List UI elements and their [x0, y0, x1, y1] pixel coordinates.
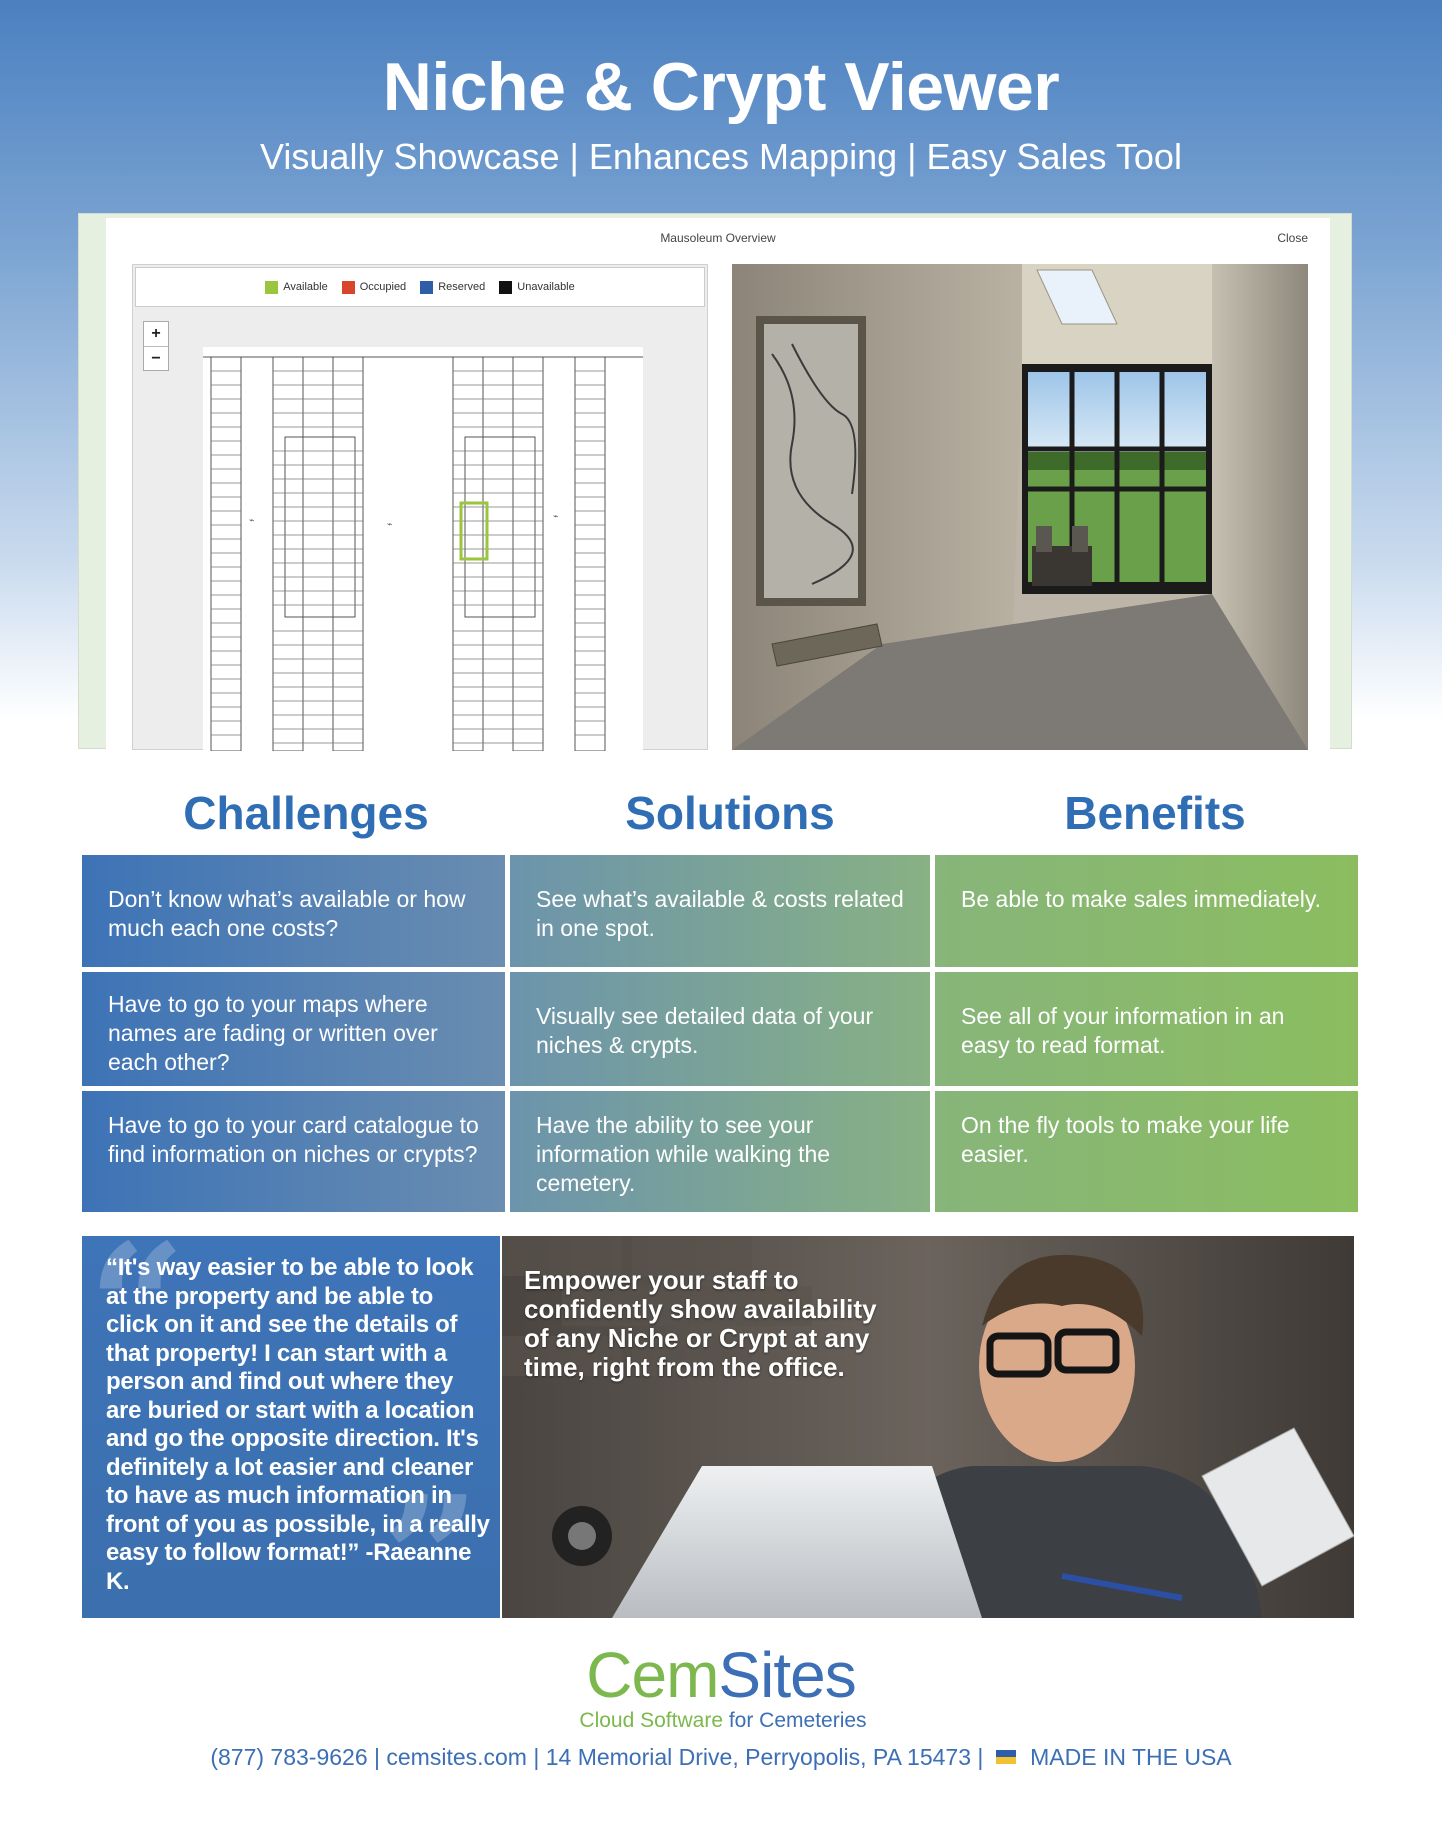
legend-item-unavailable: [499, 281, 574, 294]
door-marker-icon: ⌁: [387, 519, 393, 529]
legend-item-reserved: [420, 281, 485, 294]
mausoleum-interior-image: [732, 264, 1308, 750]
page-subtitle: Visually Showcase | Enhances Mapping | Easy Sales Tool: [260, 136, 1182, 177]
legend-label: Unavailable: [517, 281, 575, 293]
legend-item-available: [265, 281, 327, 294]
unavailable-swatch: [499, 281, 512, 294]
challenges-heading: Challenges: [183, 787, 429, 839]
legend-item-occupied: [342, 281, 406, 294]
zoom-out-button[interactable]: −: [144, 346, 168, 370]
solutions-heading: Solutions: [625, 787, 835, 839]
door-marker-icon: ⌁: [553, 511, 559, 521]
made-in-usa: MADE IN THE USA: [1030, 1744, 1232, 1770]
challenge-cell: Don’t know what’s available or how much each one costs?: [82, 855, 505, 967]
open-quote-icon: “: [88, 1236, 186, 1407]
solution-cell: See what’s available & costs related in one spot.: [510, 855, 930, 967]
tagline-green: Cloud Software: [579, 1709, 723, 1732]
promo-image: [502, 1236, 1354, 1618]
challenge-cell: Have to go to your card catalogue to find information on niches or crypts?: [82, 1091, 505, 1212]
benefits-heading: Benefits: [1064, 787, 1246, 839]
viewer-close-button[interactable]: Close: [1277, 231, 1308, 245]
logo-cem: Cem: [586, 1639, 719, 1711]
page-title: Niche & Crypt Viewer: [382, 49, 1060, 125]
viewer-title: Mausoleum Overview: [660, 231, 776, 245]
benefit-cell: See all of your information in an easy to read format.: [935, 972, 1358, 1086]
promo-text: Empower your staff to confidently show availability of any Niche or Crypt at any time, right from the office.: [524, 1265, 877, 1382]
legend-label: Reserved: [438, 281, 486, 293]
solution-cell: Have the ability to see your information while walking the cemetery.: [510, 1091, 930, 1212]
available-swatch: [265, 281, 278, 294]
map-legend: [135, 267, 705, 307]
mausoleum-floorplan[interactable]: [203, 347, 643, 751]
benefit-cell: On the fly tools to make your life easier.: [935, 1091, 1358, 1212]
logo-tagline: [4, 1710, 1442, 1732]
legend-label: Available: [283, 281, 328, 293]
floorplan-background: [203, 347, 643, 751]
zoom-in-button[interactable]: +: [151, 325, 161, 342]
testimonial-text: “It's way easier to be able to look at the property and be able to click on it and see the details of that property! I can start with a person and find out where they are buried or start with a location and go the opposite direction. It's definitely a lot easier and cleaner to have as much information in front of you as possible, in a really easy to follow format!” -Raeanne K.: [106, 1254, 490, 1595]
logo-wordmark: [0, 1640, 1442, 1710]
mausoleum-photo: [732, 264, 1308, 750]
zoom-control: [143, 321, 169, 371]
benefit-cell: Be able to make sales immediately.: [935, 855, 1358, 967]
viewer-window: [106, 218, 1330, 750]
contact-info: (877) 783-9626 | cemsites.com | 14 Memorial Drive, Perryopolis, PA 15473 |: [210, 1744, 984, 1770]
viewer-screenshot: [78, 213, 1352, 749]
occupied-swatch: [342, 281, 355, 294]
legend-label: Occupied: [359, 281, 407, 293]
usa-flag-icon: [996, 1750, 1016, 1764]
door-marker-icon: ⌁: [249, 515, 255, 525]
close-quote-icon: ”: [382, 1459, 480, 1618]
map-pane[interactable]: [132, 264, 708, 750]
testimonial-quote: [82, 1236, 500, 1618]
solution-cell: Visually see detailed data of your niches & crypts.: [510, 972, 930, 1086]
logo-sites: Sites: [718, 1639, 856, 1711]
tagline-blue: for Cemeteries: [728, 1709, 867, 1732]
challenge-cell: Have to go to your maps where names are fading or written over each other?: [82, 972, 505, 1086]
contact-line: [0, 1744, 1442, 1771]
cemsites-logo[interactable]: [0, 1640, 1442, 1732]
reserved-swatch: [420, 281, 433, 294]
